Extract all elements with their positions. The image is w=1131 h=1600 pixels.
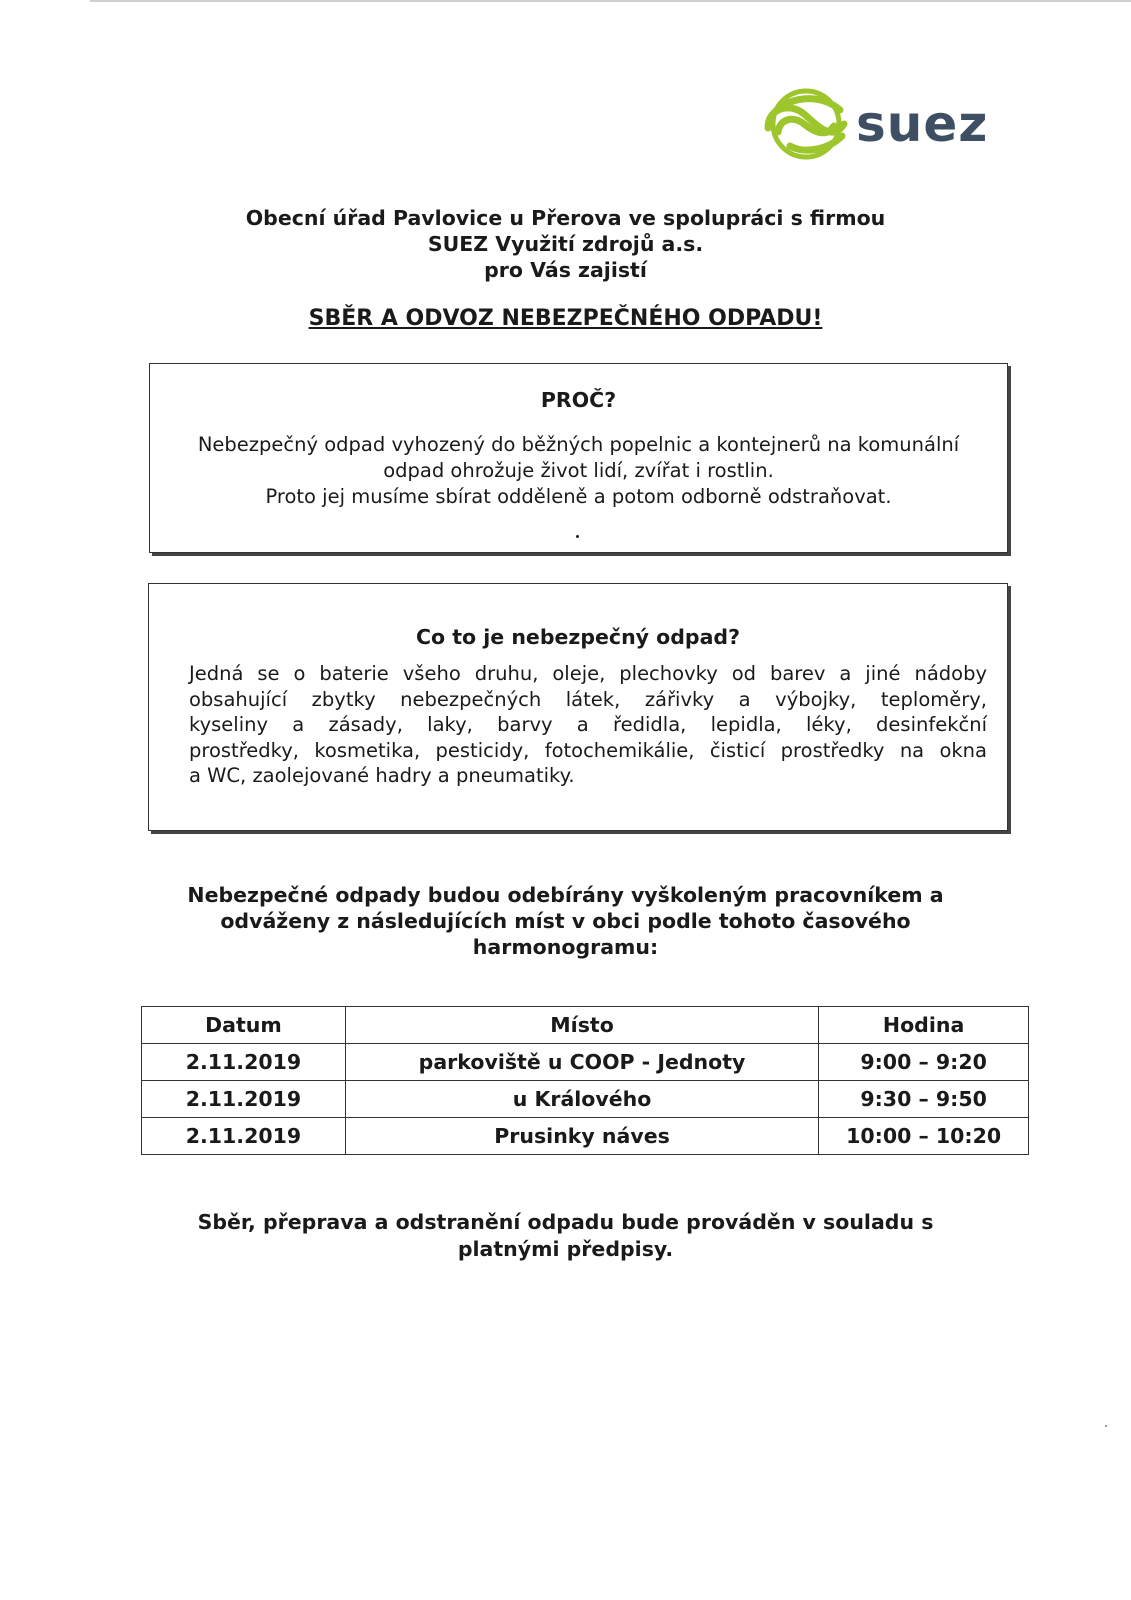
footer-note: [150, 1209, 981, 1263]
table-row: [142, 1081, 1029, 1118]
info-line: odváženy z následujících míst v obci podle tohoto časového: [220, 909, 911, 933]
suez-logo: [760, 88, 1000, 164]
table-header-row: [142, 1007, 1029, 1044]
heading-line: pro Vás zajistí: [484, 258, 647, 282]
column-header-date: Datum: [142, 1007, 346, 1044]
cell-place: u Králového: [345, 1081, 818, 1118]
what-heading: Co to je nebezpečný odpad?: [415, 625, 741, 649]
heading-line: Obecní úřad Pavlovice u Přerova ve spolupráci s firmou: [245, 206, 886, 230]
info-line: harmonogramu:: [472, 935, 659, 959]
page-title: SBĚR A ODVOZ NEBEZPEČNÉHO ODPADU!: [308, 306, 823, 331]
scan-top-edge: [90, 0, 1131, 2]
why-heading: PROČ?: [540, 388, 617, 412]
info-line: Nebezpečné odpady budou odebírány vyškoleným pracovníkem a: [187, 883, 944, 907]
stray-dot: [576, 535, 579, 538]
organizer-heading: [150, 205, 981, 283]
what-text-line: obsahující zbytky nebezpečných látek, zářivky a výbojky, teploměry,: [189, 687, 987, 711]
cell-place: parkoviště u COOP - Jednoty: [345, 1044, 818, 1081]
suez-swirl-icon: [760, 88, 852, 160]
what-text-line: kyseliny a zásady, laky, barvy a ředidla, lepidla, léky, desinfekční: [189, 713, 987, 736]
footer-line: platnými předpisy.: [457, 1237, 674, 1261]
cell-time: 10:00 – 10:20: [819, 1118, 1029, 1155]
cell-time: 9:30 – 9:50: [819, 1081, 1029, 1118]
what-text-line: Jedná se o baterie všeho druhu, oleje, plechovky od barev a jiné nádoby: [189, 662, 987, 685]
scan-speck: [1105, 1425, 1107, 1427]
suez-logo-text: suez: [856, 95, 989, 153]
what-text-line: a WC, zaolejované hadry a pneumatiky.: [189, 764, 575, 787]
what-text-line: prostředky, kosmetika, pesticidy, fotochemikálie, čisticí prostředky na okna: [189, 738, 987, 762]
table-row: [142, 1118, 1029, 1155]
footer-line: Sběr, přeprava a odstranění odpadu bude prováděn v souladu s: [197, 1210, 934, 1234]
table-row: [142, 1044, 1029, 1081]
why-text-line: Proto jej musíme sbírat odděleně a potom odborně odstraňovat.: [265, 485, 892, 508]
cell-place: Prusinky náves: [345, 1118, 818, 1155]
why-text-line: Nebezpečný odpad vyhozený do běžných popelnic a kontejnerů na komunální: [197, 433, 960, 456]
why-text: [150, 432, 1007, 510]
what-text: [189, 661, 987, 789]
cell-time: 9:00 – 9:20: [819, 1044, 1029, 1081]
cell-date: 2.11.2019: [142, 1044, 346, 1081]
why-box: [149, 363, 1008, 553]
cell-date: 2.11.2019: [142, 1081, 346, 1118]
what-box: [148, 583, 1008, 831]
schedule-table: [141, 1006, 1029, 1155]
cell-date: 2.11.2019: [142, 1118, 346, 1155]
column-header-time: Hodina: [819, 1007, 1029, 1044]
column-header-place: Místo: [345, 1007, 818, 1044]
collection-info: [150, 882, 981, 960]
why-text-line: odpad ohrožuje život lidí, zvířat i rostlin.: [383, 459, 774, 482]
heading-line: SUEZ Využití zdrojů a.s.: [427, 232, 704, 256]
